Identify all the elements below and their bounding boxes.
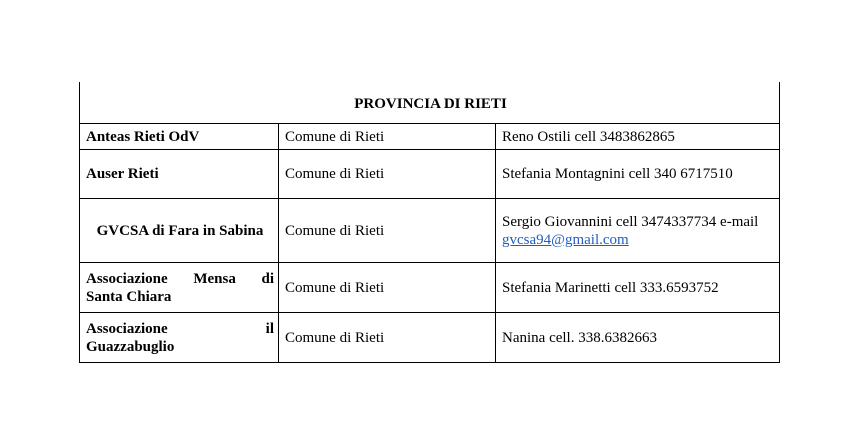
association-name-line1: Associazione Mensa di: [86, 270, 274, 287]
contact-cell: Reno Ostili cell 3483862865: [496, 124, 780, 150]
association-name: Auser Rieti: [80, 150, 279, 199]
association-name: [80, 313, 279, 363]
email-link[interactable]: gvcsa94@gmail.com: [502, 231, 629, 248]
association-name: Anteas Rieti OdV: [80, 124, 279, 150]
comune-cell: Comune di Rieti: [279, 313, 496, 363]
table-title-row: [80, 82, 780, 124]
table-row: [80, 150, 780, 199]
association-name-line1: Associazione il: [86, 320, 274, 337]
association-name-line2: Guazzabuglio: [86, 338, 175, 355]
association-name-line2: Santa Chiara: [86, 288, 172, 305]
table-row: [80, 263, 780, 313]
contacts-table: [79, 82, 780, 363]
comune-cell: Comune di Rieti: [279, 124, 496, 150]
comune-cell: Comune di Rieti: [279, 199, 496, 263]
association-name: [80, 263, 279, 313]
table-row: [80, 199, 780, 263]
contact-cell: Stefania Marinetti cell 333.6593752: [496, 263, 780, 313]
comune-cell: Comune di Rieti: [279, 150, 496, 199]
comune-cell: Comune di Rieti: [279, 263, 496, 313]
contact-cell: [496, 199, 780, 263]
table-title: PROVINCIA DI RIETI: [80, 82, 780, 124]
contact-cell: Stefania Montagnini cell 340 6717510: [496, 150, 780, 199]
table-row: [80, 124, 780, 150]
association-name: GVCSA di Fara in Sabina: [80, 199, 279, 263]
table-row: [80, 313, 780, 363]
contact-cell: Nanina cell. 338.6382663: [496, 313, 780, 363]
contact-text: Sergio Giovannini cell 3474337734 e-mail: [502, 213, 759, 230]
